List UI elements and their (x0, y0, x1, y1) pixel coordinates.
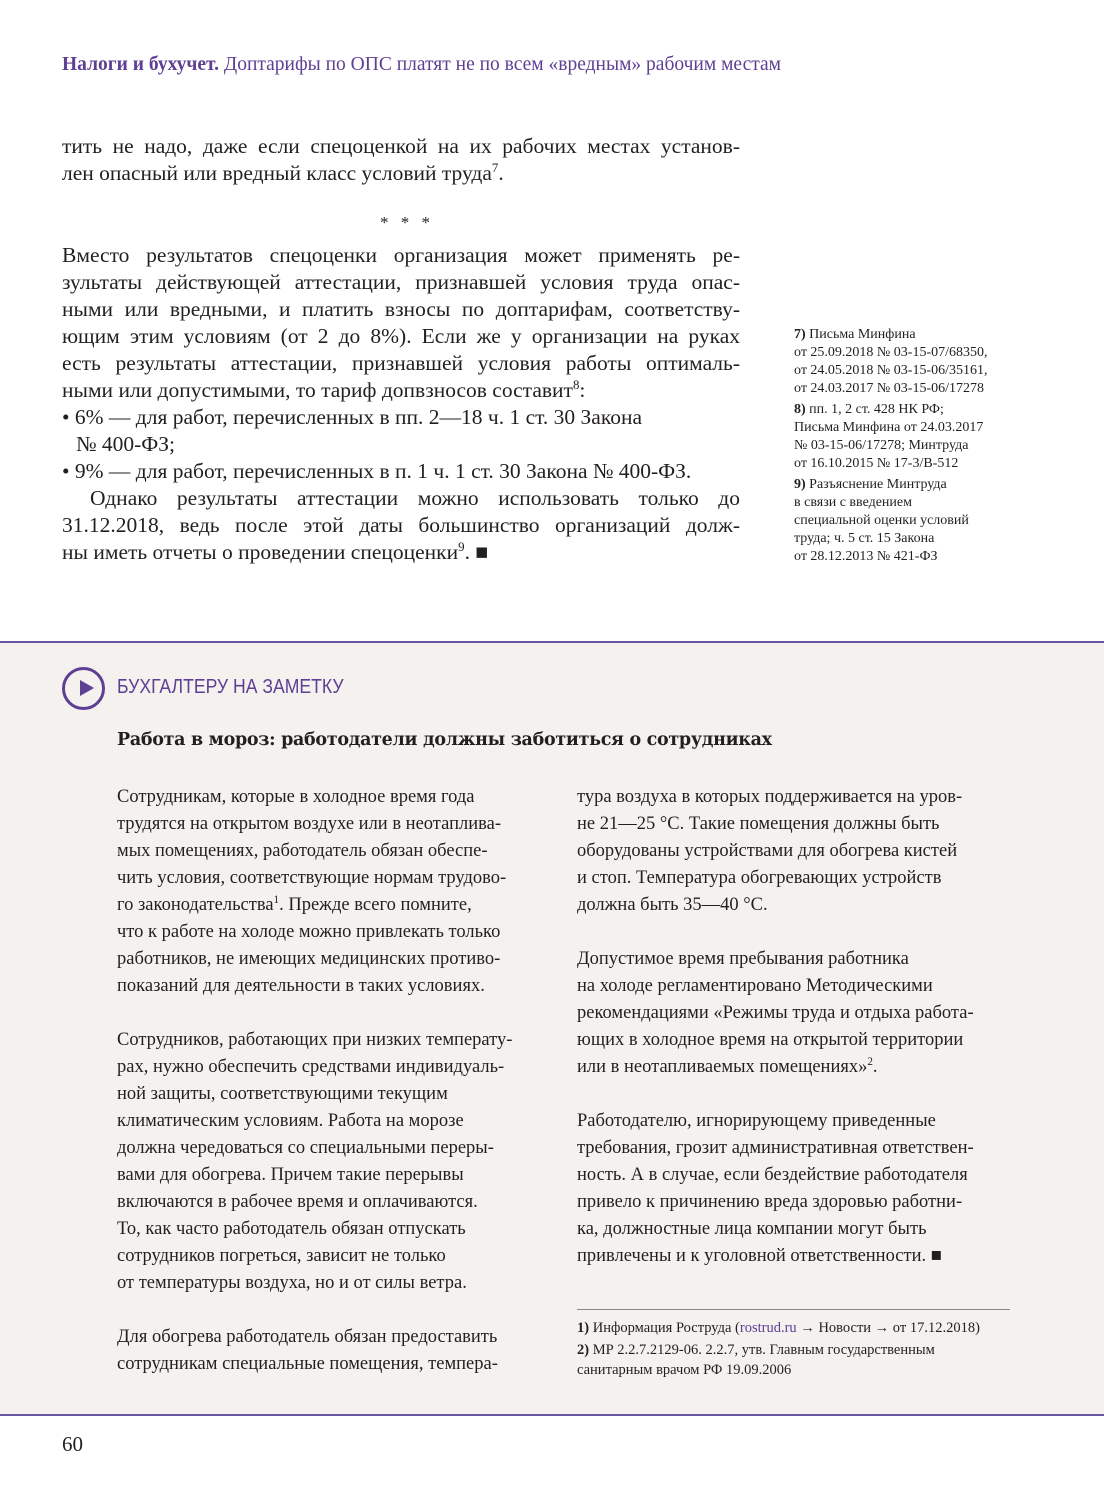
text-line: вами для обогрева. Причем такие перерывы (117, 1165, 464, 1185)
footnote-number: 9) (794, 477, 810, 492)
footnote-line: Письма Минфина от 24.03.2017 (794, 420, 984, 435)
box-heading: Работа в мороз: работодатели должны заботиться о сотрудниках (117, 730, 772, 750)
footnote-9 (794, 476, 1024, 566)
footnote-7 (794, 326, 1024, 398)
text-line: • 9% — для работ, перечисленных в п. 1 ч. 1 ст. 30 Закона № 400-ФЗ. (62, 459, 692, 483)
text-line: То, как часто работодатель обязан отпускать (117, 1219, 466, 1239)
section-name: Налоги и бухучет. (62, 54, 220, 75)
play-circle-icon (62, 667, 105, 710)
text-line: Сотрудникам, которые в холодное время года (117, 787, 475, 807)
footnote-text: санитарным врачом РФ 19.09.2006 (577, 1362, 792, 1378)
footnote-line: в связи с введением (794, 495, 912, 510)
box-footnote-2 (577, 1340, 1017, 1380)
box-footnote-1 (577, 1318, 1017, 1338)
footnote-text: МР 2.2.7.2129-06. 2.2.7, утв. Главным государственным (592, 1342, 935, 1358)
rostrud-link[interactable]: rostrud.ru (739, 1320, 797, 1336)
box-label: БУХГАЛТЕРУ НА ЗАМЕТКУ (117, 676, 344, 698)
box-left-column (117, 784, 557, 1378)
text-line: 31.12.2018, ведь после этой даты большинство организаций долж- (62, 513, 740, 537)
footnote-text: Информация Роструда ( (592, 1320, 740, 1336)
text-line: привлечены и к уголовной ответственности. ■ (577, 1246, 942, 1266)
text-line: и стоп. Температура обогревающих устройств (577, 868, 942, 888)
footnote-number: 2) (577, 1342, 590, 1358)
box-right-column (577, 784, 1017, 1270)
text-line: Сотрудников, работающих при низких температу- (117, 1030, 513, 1050)
text-line: ной защиты, соответствующими текущим (117, 1084, 448, 1104)
box-footnotes (577, 1318, 1017, 1380)
text-line: • 6% — для работ, перечисленных в пп. 2—18 ч. 1 ст. 30 Закона (62, 405, 643, 429)
text-line: чить условия, соответствующие нормам трудово- (117, 868, 507, 888)
text-line: трудятся на открытом воздухе или в неотаплива- (117, 814, 501, 834)
footnote-number: 7) (794, 327, 810, 342)
text-line: ющим этим условиям (от 2 до 8%). Если же у организации на руках (62, 324, 740, 348)
text-line: Однако результаты аттестации можно использовать только до (90, 486, 740, 510)
text-line: ность. А в случае, если бездействие работодателя (577, 1165, 968, 1185)
footnote-number: 1) (577, 1320, 590, 1336)
footnote-line: от 25.09.2018 № 03-15-07/68350, (794, 345, 988, 360)
text-line: ющих в холодное время на открытой территории (577, 1030, 964, 1050)
text-line: есть результаты аттестации, признавшей условия работы оптималь- (62, 351, 740, 375)
text-line: зультаты действующей аттестации, признавшей условия труда опас- (62, 270, 740, 294)
text-line: от температуры воздуха, но и от силы ветра. (117, 1273, 467, 1293)
text-line: тить не надо, даже если спецоценкой на их рабочих местах установ- (62, 134, 740, 158)
footnote-8 (794, 401, 1024, 473)
text-line: работников, не имеющих медицинских противо- (117, 949, 501, 969)
text-line: привело к причинению вреда здоровью работни- (577, 1192, 963, 1212)
paragraph-gap (577, 1081, 1017, 1108)
paragraph-gap (117, 1000, 557, 1027)
text-line: № 400-ФЗ; (76, 432, 176, 456)
text-line: на холоде регламентировано Методическими (577, 976, 933, 996)
text-line: рах, нужно обеспечить средствами индивидуаль- (117, 1057, 505, 1077)
footnote-line: труда; ч. 5 ст. 15 Закона (794, 531, 935, 546)
article-title: Доптарифы по ОПС платят не по всем «вредным» рабочим местам (223, 54, 781, 75)
footnote-separator (577, 1309, 1010, 1310)
footnote-line: 7) Письма Минфина (794, 327, 916, 342)
footnote-number: 8) (794, 402, 810, 417)
text-line: что к работе на холоде можно привлекать только (117, 922, 501, 942)
paragraph-gap (117, 1297, 557, 1324)
text-line: оборудованы устройствами для обогрева кистей (577, 841, 958, 861)
text-line: Допустимое время пребывания работника (577, 949, 909, 969)
text-line: лен опасный или вредный класс условий труда$^7$. (62, 160, 504, 185)
footnote-text: → Новости → от 17.12.2018) (796, 1320, 980, 1336)
text-line: сотрудников погреться, зависит не только (117, 1246, 446, 1266)
footnote-line: специальной оценки условий (794, 513, 969, 528)
text-line: показаний для деятельности в таких условиях. (117, 976, 485, 996)
footnote-line: от 28.12.2013 № 421-ФЗ (794, 549, 938, 564)
text-line: тура воздуха в которых поддерживается на уров- (577, 787, 963, 807)
text-line: должна быть 35—40 °C. (577, 895, 768, 915)
footnote-line: 9) Разъяснение Минтруда (794, 477, 947, 492)
text-line: требования, грозит административная ответствен- (577, 1138, 974, 1158)
text-line: не 21—25 °C. Такие помещения должны быть (577, 814, 940, 834)
text-line: ка, должностные лица компании могут быть (577, 1219, 927, 1239)
text-line: ными или допустимыми, то тариф допвзносов составит$^8$: (62, 377, 586, 402)
footnote-line: 8) пп. 1, 2 ст. 428 НК РФ; (794, 402, 944, 417)
text-line: должна чередоваться со специальными переры- (117, 1138, 494, 1158)
footnote-line: № 03-15-06/17278; Минтруда (794, 438, 969, 453)
text-line: Вместо результатов спецоценки организация может применять ре- (62, 243, 740, 267)
main-paragraph-1 (62, 133, 740, 187)
text-line: рекомендациями «Режимы труда и отдыха работа- (577, 1003, 974, 1023)
text-line: го законодательства$^1$. Прежде всего помните, (117, 893, 472, 915)
footnote-line: от 24.03.2017 № 03-15-06/17278 (794, 381, 985, 396)
text-line: мых помещениях, работодатель обязан обеспе- (117, 841, 488, 861)
text-line: или в неотапливаемых помещениях»$^2$. (577, 1055, 878, 1077)
text-line: ны иметь отчеты о проведении спецоценки$^9$. ■ (62, 539, 489, 564)
paragraph-gap (577, 919, 1017, 946)
running-header (62, 54, 781, 76)
text-line: Для обогрева работодатель обязан предоставить (117, 1327, 498, 1347)
text-line: сотрудникам специальные помещения, темпера- (117, 1354, 498, 1374)
text-line: ными или вредными, и платить взносы по доптарифам, соответству- (62, 297, 740, 321)
text-line: включаются в рабочее время и оплачиваются. (117, 1192, 478, 1212)
page-number: 60 (62, 1432, 83, 1456)
text-line: Работодателю, игнорирующему приведенные (577, 1111, 936, 1131)
footnote-line: от 24.05.2018 № 03-15-06/35161, (794, 363, 988, 378)
footnote-line: от 16.10.2015 № 17-3/В-512 (794, 456, 959, 471)
text-line: климатическим условиям. Работа на морозе (117, 1111, 464, 1131)
main-paragraph-2 (62, 242, 740, 566)
section-divider: * * * (380, 213, 434, 232)
